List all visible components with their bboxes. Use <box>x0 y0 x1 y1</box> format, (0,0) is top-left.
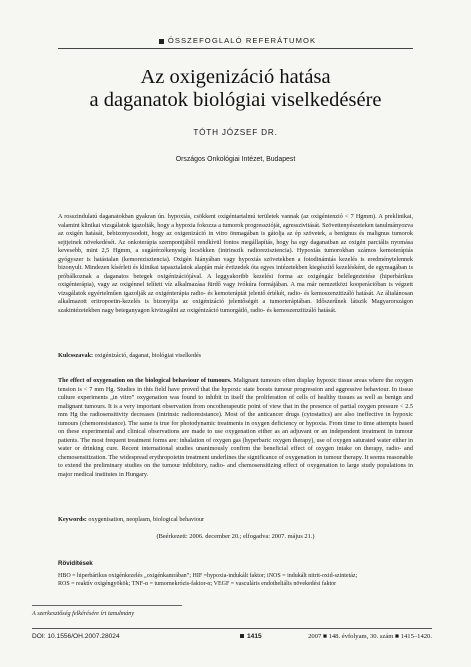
abbreviations-list <box>58 572 413 589</box>
page-number <box>240 633 262 640</box>
footnote: A szerkesztőség felkérésére írt tanulmány <box>32 610 135 617</box>
section-label: ÖSSZEFOGLALÓ REFERÁTUMOK <box>167 36 317 45</box>
footer-rule <box>32 628 432 629</box>
keywords-english <box>58 516 413 525</box>
footnote-rule <box>32 605 182 606</box>
section-header <box>0 36 471 45</box>
keywords-hungarian <box>58 352 413 361</box>
keywords-en-label: Keywords: <box>58 516 87 523</box>
abstract-english <box>58 377 413 479</box>
square-bullet-icon <box>240 634 244 638</box>
abstract-hungarian <box>58 213 413 315</box>
title-line-2: a daganatok biológiai viselkedésére <box>89 89 382 111</box>
abbreviations-title: Rövidítések <box>58 560 93 567</box>
author-name: TÓTH JÓZSEF DR. <box>193 128 278 137</box>
header-rule <box>58 48 413 49</box>
title-line-1: Az oxigenizáció hatása <box>140 66 331 88</box>
doi: DOI: 10.1556/OH.2007.28024 <box>32 633 120 640</box>
abstract-hu-text: A rosszindulatú daganatokban gyakran ún. hypoxiás, csökkent oxigéntartalmú területek vannak (az oxigéntenzió < 7 Hgmm). A preklinikai, valamint klinikai vizsgálatok igazolták, hogy a hypoxia fokozza a tumorok progresszióját, agresszivitását. Szövettenyészeteken tanulmányozva az oxigén hatását, bebizonyosodott, hogy az oxigenizáció in vitro önmagában is gátolja az ép szövetek, a benignus és malignus tumorok sejtjeinek növekedését. Az onkoterápia szempontjából rendkívül fontos megállapítás, hogy ha egy daganatban az oxigén parciális nyomása kevesebb, mint 2,5 Hgmm, a sugárérzékenység lecsökken (intrinszik radiorezisztencia). Hypoxiás tumorokban számos kemoterápiás gyógyszer is hatástalan (kemorezisztencia). Oxigén hiányában vagy hypoxiás szövetekben a fotodinámiás kezelés is eredménytelennek bizonyult. Mindezen kísérleti és klinikai tapasztalatok alapján már évtizedek óta egyes intézetekben kiegészítő kezelésként, de egymagában is próbálkoznak a daganatos betegek oxigénizációjával. A leggyakoribb kezelési forma az oxigéngáz belélegeztetése (hiperbárikus oxigénterápia), vagy az oxigénnel telített víz alkalmazása fürdő vagy ivókúra formájában. A ma már nemzetközi kooperációban is végzett vizsgálatok egyértelműen igazolják az oxigénterápia radio- és kemoterápiát jelentő értékét, radio- és kemoszenzitizáló hatását. Az általánosan alkalmazott eritropoetin-kezelés is bizonyítja az oxigénizáció jelentőségét a tumorterápiában. Időszerűnek látszik Magyarországon szakintézetekben nagy beteganyagon kivizsgálni az oxigénizáció tumorgátló, radio- és kemoszenzitizáló hatását. <box>58 213 413 314</box>
keywords-en-text: oxygenisation, neoplasm, biological behaviour <box>88 516 205 523</box>
abbreviations-line: ROS = reaktív oxigéngyökök; TNF-α = tumornekrózis-faktor-α; VEGF = vasculáris endotheliális növekedési faktor <box>58 581 337 588</box>
page-number-text: 1415 <box>247 633 262 640</box>
author-affiliation: Országos Onkológiai Intézet, Budapest <box>175 156 296 163</box>
abstract-en-title: The effect of oxygenation on the biological behaviour of tumours. <box>58 377 232 384</box>
journal-citation: 2007 ■ 148. évfolyam, 30. szám ■ 1415–1420. <box>308 633 432 640</box>
keywords-hu-text: oxigénizáció, daganat, biológiai viselkedés <box>94 352 201 359</box>
square-bullet-icon <box>159 39 164 44</box>
abstract-en-text: Malignant tumours often display hypoxic tissue areas where the oxygen tension is < 7 mm Hg. Studies in this field have proved that the hypoxic state boosts tumour progression and aggressive behaviour. In tissue culture experiments „in vitro” oxygenation was found to inhibit in itself the proliferation of cells of healthy tissues as well as benign and malignant tumours. It is a very important observation from oncotherapeutic point of view that in the presence of partial oxygen pressure < 2.5 mm Hg the radiosensitivity decreases (intrinsic radioresistance). Most of the anticancer drugs (cytostatics) are also ineffective in hypoxic tumours (chemoresistance). The same is true for photodynamic treatments in oxygen deficiency or hypoxia. From time to time attempts based on these experimental and clinical observations are made to use oxygenation either as an adjuvant or an independent treatment in tumour patients. The most frequent treatment forms are: inhalation of oxygen gas (hyperbaric oxygen therapy), use of oxygen saturated water either in water or drinking cure. Recent international studies unanimously confirm the beneficial effect of oxygen intake on therapy, radio- and chemosensitization. The widespread erythropoietin treatment underlines the significance of oxygenation in tumour therapy. It seems reasonable to extend the preliminary studies on the tumour inhibitory, radio- and chemosensitizing effect of oxygenation to large study populations in major medical institutes in Hungary. <box>58 377 413 478</box>
keywords-hu-label: Kulcsszavak: <box>58 352 94 359</box>
article-title <box>0 66 471 112</box>
abbreviations-line: HBO = hiperbárikus oxigénkezelés „oxigénkamrában”; HIF =hypoxia-indukált faktor; iNOS = indukált nitrit-oxid-szintetáz; <box>58 573 358 579</box>
submission-dates: (Beérkezett: 2006. december 20.; elfogadva: 2007. május 21.) <box>156 533 315 540</box>
